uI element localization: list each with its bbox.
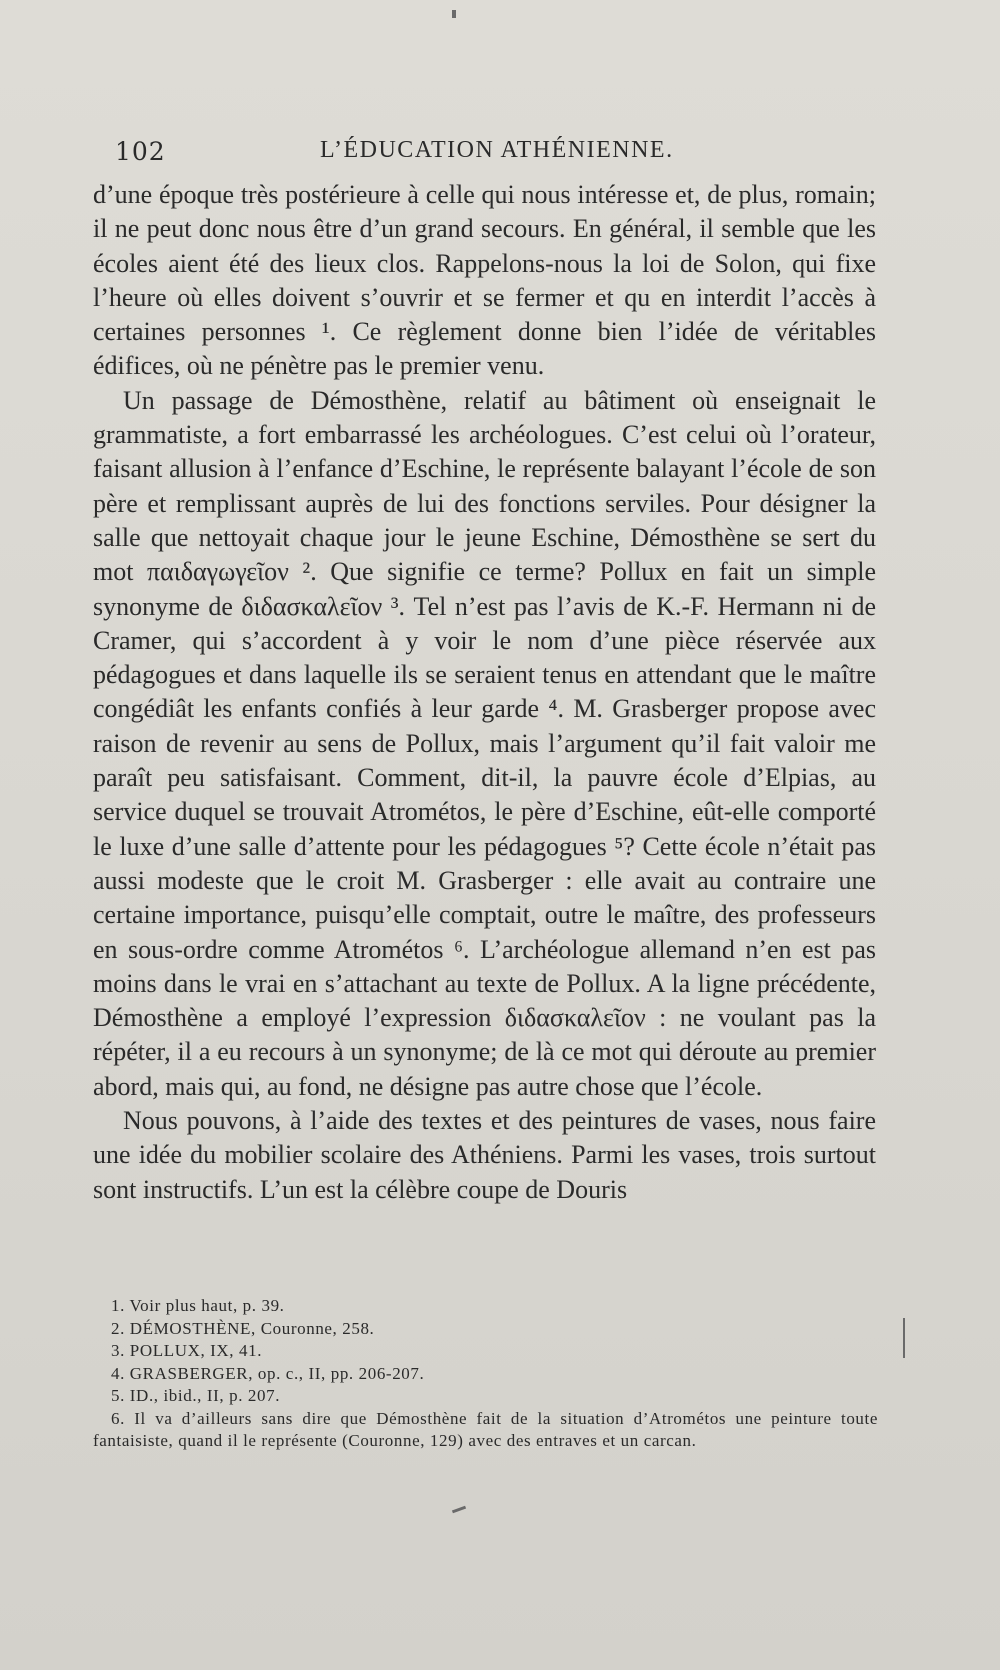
scan-speck xyxy=(452,10,456,18)
footnote: 6. Il va d’ailleurs sans dire que Démosthène fait de la situation d’Atrométos une peinture toute fantaisiste, quand il le représente (Couronne, 129) avec des entraves et un carcan. xyxy=(93,1408,878,1450)
footnotes xyxy=(93,1295,878,1453)
footnote: 4. GRASBERGER, op. c., II, pp. 206-207. xyxy=(111,1363,425,1383)
paragraph: d’une époque très postérieure à celle qui nous intéresse et, de plus, romain; il ne peut donc nous être d’un grand secours. En général, il semble que les écoles aient été des lieux clos. Rappelons-nous la loi de Solon, qui fixe l’heure où elles doivent s’ouvrir et se fermer et qu en interdit l’accès à certaines personnes ¹. Ce règlement donne bien l’idée de véritables édifices, où ne pénètre pas le premier venu. xyxy=(93,180,876,381)
scan-mark xyxy=(903,1318,905,1358)
scan-speck xyxy=(452,1506,466,1514)
body-text xyxy=(93,178,876,1207)
paragraph: Nous pouvons, à l’aide des textes et des peintures de vases, nous faire une idée du mobilier scolaire des Athéniens. Parmi les vases, trois surtout sont instructifs. L’un est la célèbre coupe de Douris xyxy=(93,1106,876,1204)
footnote: 5. ID., ibid., II, p. 207. xyxy=(111,1386,281,1405)
paragraph: Un passage de Démosthène, relatif au bâtiment où enseignait le grammatiste, a fort embarrassé les archéologues. C’est celui où l’orateur, faisant allusion à l’enfance d’Eschine, le représente balayant l’école de son père et remplissant auprès de lui des fonctions serviles. Pour désigner la salle que nettoyait chaque jour le jeune Eschine, Démosthène se sert du mot παιδαγωγεῖον ². Que signifie ce terme? Pollux en fait un simple synonyme de διδασκαλεῖον ³. Tel n’est pas l’avis de K.-F. Hermann ni de Cramer, qui s’accordent à y voir le nom d’une pièce réservée aux pédagogues et dans laquelle ils se seraient tenus en attendant que le maître congédiât les enfants confiés à leur garde ⁴. M. Grasberger propose avec raison de revenir au sens de Pollux, mais l’argument qu’il fait valoir me paraît peu satisfaisant. Comment, dit-il, la pauvre école d’Elpias, au service duquel se trouvait Atrométos, le père d’Eschine, eût-elle comporté le luxe d’une salle d’attente pour les pédagogues ⁵? Cette école n’était pas aussi modeste que le croit M. Grasberger : elle avait au contraire une certaine importance, puisqu’elle comptait, outre le maître, des professeurs en sous-ordre comme Atrométos ⁶. L’archéologue allemand n’en est pas moins dans le vrai en s’attachant au texte de Pollux. A la ligne précédente, Démosthène a employé l’expression διδασκαλεῖον : ne voulant pas la répéter, il a eu recours à un synonyme; de là ce mot qui déroute au premier abord, mais qui, au fond, ne désigne pas autre chose que l’école. xyxy=(93,385,876,1101)
running-title: L’ÉDUCATION ATHÉNIENNE. xyxy=(320,137,674,163)
footnote: 3. POLLUX, IX, 41. xyxy=(111,1341,263,1360)
footnote: 1. Voir plus haut, p. 39. xyxy=(111,1296,285,1315)
page-number: 102 xyxy=(115,137,166,166)
footnote: 2. DÉMOSTHÈNE, Couronne, 258. xyxy=(111,1318,375,1338)
